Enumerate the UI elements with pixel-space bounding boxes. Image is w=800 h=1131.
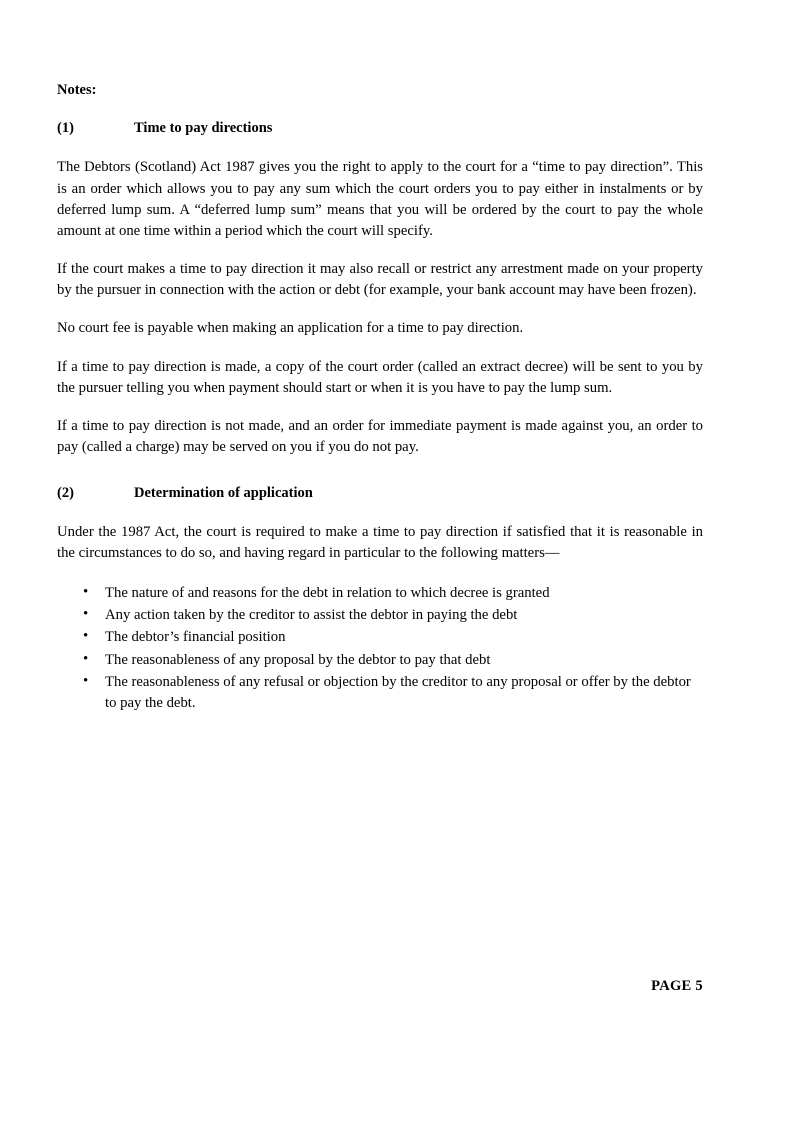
list-item-text: • The debtor’s financial position [105, 629, 286, 646]
paragraph: No court fee is payable when making an application for a time to pay direction. [57, 320, 524, 337]
notes-heading: Notes: [57, 82, 97, 98]
list-item-text: • The reasonableness of any refusal or objection by the creditor to any proposal or offer by the debtor to pay the debt. [105, 673, 691, 712]
section-title-1: Time to pay directions [134, 120, 273, 137]
list-item [57, 605, 703, 626]
list-item [57, 627, 703, 648]
determination-bullet-list [57, 583, 703, 715]
paragraph: Under the 1987 Act, the court is required to make a time to pay direction if satisfied that it is reasonable in the circumstances to do so, and having regard in particular to the following matters— [57, 524, 703, 562]
section-title-2: Determination of application [134, 485, 313, 502]
page-content [57, 82, 703, 716]
paragraph: If the court makes a time to pay direction it may also recall or restrict any arrestment made on your property by the pursuer in connection with the action or debt (for example, your bank account may have been frozen). [57, 261, 703, 299]
paragraph: The Debtors (Scotland) Act 1987 gives you the right to apply to the court for a “time to pay direction”. This is an order which allows you to pay any sum which the court orders you to pay either in instalments or by deferred lump sum. A “deferred lump sum” means that you will be ordered by the court to pay the whole amount at one time within a period which the court will specify. [57, 159, 703, 239]
list-item-text: • The nature of and reasons for the debt in relation to which decree is granted [105, 584, 550, 601]
list-item [57, 583, 703, 604]
section-heading-1 [57, 120, 703, 137]
page-number: PAGE 5 [651, 978, 703, 994]
list-spacer [57, 565, 703, 583]
section-number-2: (2) [57, 485, 74, 502]
list-item-text: • Any action taken by the creditor to assist the debtor in paying the debt [105, 606, 518, 623]
list-item [57, 650, 703, 671]
paragraph: If a time to pay direction is made, a copy of the court order (called an extract decree) will be sent to you by the pursuer telling you when payment should start or when it is you have to pay the lump sum. [57, 358, 703, 396]
section-heading-2 [57, 485, 703, 502]
list-item [57, 672, 703, 715]
section-number-1: (1) [57, 120, 74, 137]
paragraph: If a time to pay direction is not made, and an order for immediate payment is made against you, an order to pay (called a charge) may be served on you if you do not pay. [57, 417, 703, 456]
list-item-text: • The reasonableness of any proposal by the debtor to pay that debt [105, 651, 491, 668]
section-spacer [57, 458, 703, 485]
